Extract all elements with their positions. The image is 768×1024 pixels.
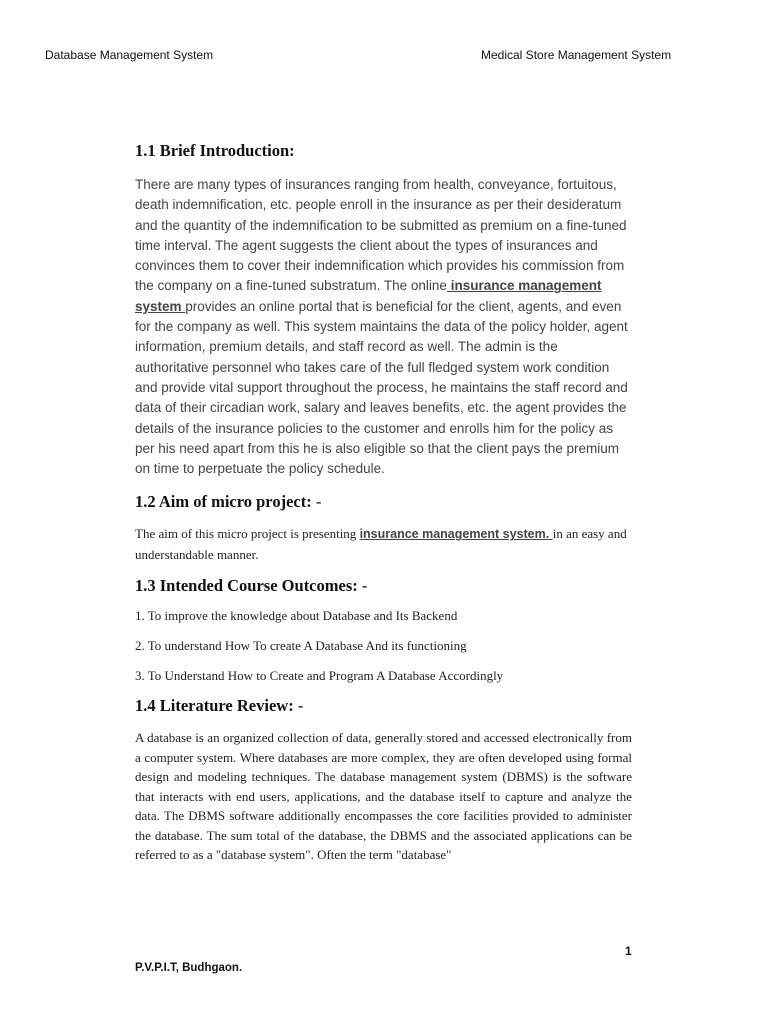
aim-heading-text: 1.2 Aim of micro project: [135,492,312,512]
literature-heading-text: 1.4 Literature Review: [135,696,294,716]
section-intro-heading: 1.1 Brief Introduction: [135,141,295,160]
header-right-title: Medical Store Management System [481,48,672,62]
literature-heading-dash: - [293,696,304,716]
aim-text-start: The aim of this micro project is presenting [135,526,360,542]
header-left-title: Database Management System [45,48,214,62]
section-literature-paragraph: A database is an organized collection of data, generally stored and accessed electronically from a computer system. Where databases are more complex, they are often developed using formal design and modeling techniques. The database management system (DBMS) is the software that interacts with end users, applications, and the database itself to capture and analyze the data. The DBMS software additionally encompasses the core facilities provided to administer the database. The sum total of the database, the DBMS and the associated applications can be referred to as a "database system". Often the term "database" [135,730,632,863]
aim-heading-dash: - [311,492,322,512]
outcomes-heading-text: 1.3 Intended Course Outcomes: [135,576,358,596]
outcome-item-3: 3. To Understand How to Create and Program A Database Accordingly [135,668,504,684]
section-intro-paragraph [135,175,632,479]
insurance-system-link[interactable]: insurance management system [135,278,602,314]
intro-text-start: There are many types of insurances ranging from health, conveyance, fortuitous, death indemnification, etc. people enroll in the insurance as per their desideratum and the quantity of the indemnification to be submitted as premium on a fine-tuned time interval. The agent suggests the client about the types of insurances and convinces them to cover their indemnification which provides his commission from the company on a fine-tuned substratum. The online [135,177,627,294]
section-aim-paragraph [135,524,632,564]
footer-institute: P.V.P.I.T, Budhgaon. [135,962,243,974]
section-literature-heading [135,696,632,716]
section-aim-heading [135,492,632,512]
intro-text-end: provides an online portal that is beneficial for the client, agents, and even for the company as well. This system maintains the data of the policy holder, agent information, premium details, and staff record as well. The admin is the authoritative personnel who takes care of the full fledged system work condition and provide vital support throughout the process, he maintains the staff record and data of their circadian work, salary and leaves benefits, etc. the agent provides the details of the insurance policies to the customer and enrolls him for the policy as per his need apart from this he is also eligible so that the client pays the premium on time to perpetuate the policy schedule. [135,298,628,477]
outcomes-heading-dash: - [357,576,368,596]
aim-text-end: in an easy and understandable manner. [135,526,627,562]
aim-system-link[interactable]: insurance management system. [359,527,553,542]
section-outcomes-heading [135,576,632,596]
page-body [135,141,632,865]
outcome-item-1: 1. To improve the knowledge about Database and Its Backend [135,608,458,624]
page-number: 1 [625,944,632,958]
outcome-item-2: 2. To understand How To create A Database And its functioning [135,638,467,654]
